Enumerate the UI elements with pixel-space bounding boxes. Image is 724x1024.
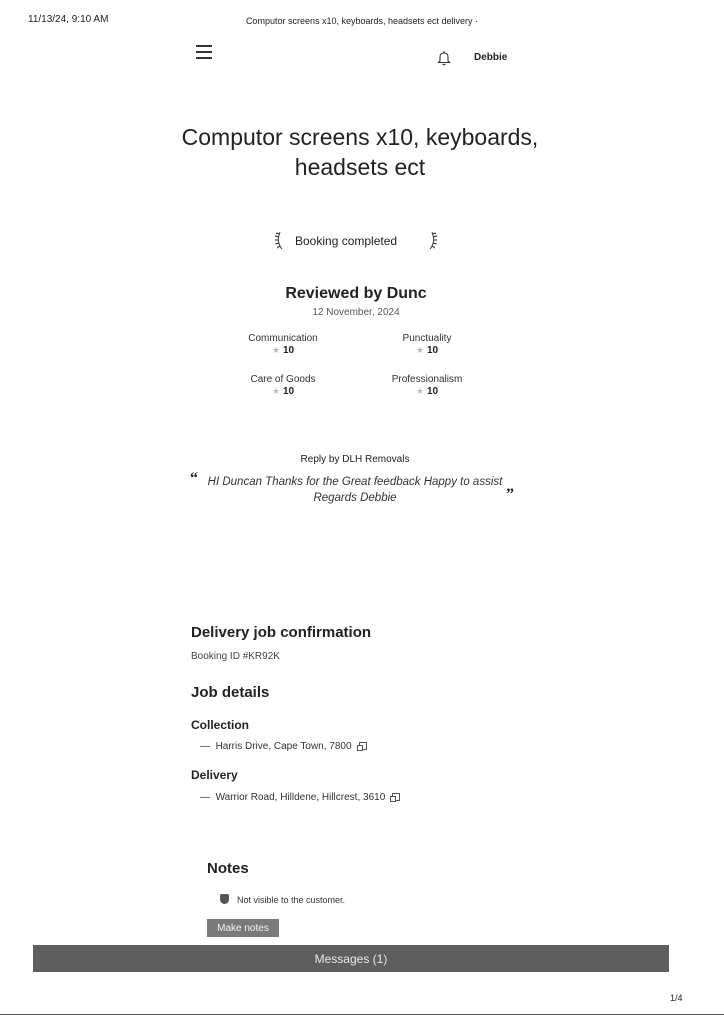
rating-care-of-goods (218, 374, 348, 397)
reply-text: HI Duncan Thanks for the Great feedback Happy to assist Regards Debbie (207, 476, 503, 504)
close-quote-icon: ” (506, 486, 514, 503)
job-title: Computor screens x10, keyboards, headsets ect (181, 124, 539, 180)
copy-icon[interactable] (392, 793, 400, 801)
hamburger-menu-icon[interactable] (196, 45, 212, 59)
rating-score: 10 (426, 386, 439, 397)
messages-button[interactable]: Messages (1) (33, 945, 669, 972)
notes-visibility-text: Not visible to the customer. (237, 895, 346, 905)
job-details-heading: Job details (191, 684, 270, 701)
confirmation-heading: Delivery job confirmation (191, 624, 372, 641)
collection-address-row (200, 741, 367, 752)
star-icon: ★ (271, 386, 280, 396)
booking-id: Booking ID #KR92K (191, 651, 280, 662)
user-name[interactable]: Debbie (474, 52, 508, 63)
status-badge (270, 228, 440, 254)
make-notes-button[interactable]: Make notes (207, 919, 279, 937)
notes-visibility (220, 894, 345, 905)
laurel-wreath-icon (428, 230, 438, 253)
collection-label: Collection (191, 718, 250, 732)
rating-professionalism (362, 374, 492, 397)
page-bottom-rule (0, 1014, 724, 1015)
rating-label: Communication (248, 333, 318, 344)
star-icon: ★ (271, 345, 280, 355)
rating-label: Punctuality (402, 333, 452, 344)
shield-icon (220, 894, 229, 904)
open-quote-icon: “ (190, 470, 198, 487)
print-datetime: 11/13/24, 9:10 AM (28, 14, 109, 25)
page-number: 1/4 (670, 993, 683, 1003)
rating-score: 10 (282, 345, 295, 356)
review-heading: Reviewed by Dunc (285, 285, 427, 302)
rating-score: 10 (426, 345, 439, 356)
review-date: 12 November, 2024 (312, 307, 400, 318)
dash-icon: — (200, 741, 210, 752)
star-icon: ★ (415, 345, 424, 355)
star-icon: ★ (415, 386, 424, 396)
rating-label: Professionalism (391, 374, 463, 385)
print-page-title: Computor screens x10, keyboards, headsets ect delivery · (245, 16, 479, 26)
rating-communication (218, 333, 348, 356)
delivery-label: Delivery (191, 768, 238, 782)
collection-address: Harris Drive, Cape Town, 7800 (215, 741, 352, 752)
reply-author: Reply by DLH Removals (300, 454, 410, 465)
laurel-wreath-icon (274, 230, 284, 253)
dash-icon: — (200, 792, 210, 803)
rating-label: Care of Goods (250, 374, 316, 385)
notes-heading: Notes (207, 860, 249, 877)
bell-icon[interactable] (437, 50, 451, 66)
rating-punctuality (362, 333, 492, 356)
status-label: Booking completed (295, 234, 398, 248)
delivery-address-row (200, 792, 400, 803)
rating-score: 10 (282, 386, 295, 397)
copy-icon[interactable] (359, 742, 367, 750)
delivery-address: Warrior Road, Hilldene, Hillcrest, 3610 (215, 792, 386, 803)
